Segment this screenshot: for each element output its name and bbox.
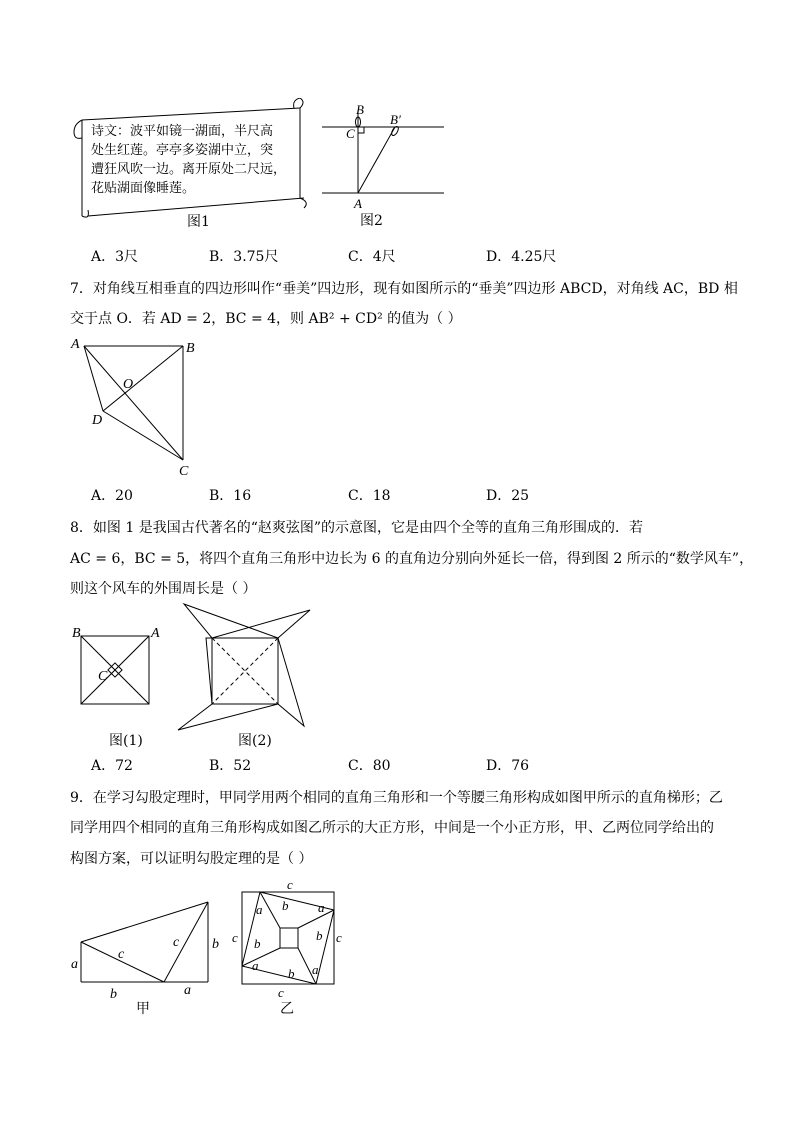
side-c: c: [287, 877, 293, 892]
side-c: c: [173, 935, 180, 950]
side-c: c: [232, 930, 238, 945]
option-d: D．4.25尺: [486, 249, 557, 265]
side-a: a: [71, 957, 78, 972]
q8-text-line: 8．如图 1 是我国古代著名的“赵爽弦图”的示意图，它是由四个全等的直角三角形围成的．若: [70, 520, 644, 536]
side-a: a: [312, 962, 319, 977]
poem-line: 诗文：波平如镜一湖面，半尺高: [91, 124, 274, 139]
label-B-prime: B′: [390, 112, 401, 127]
label-B: B: [186, 341, 195, 356]
side-a: a: [252, 958, 259, 973]
side-a: a: [318, 900, 325, 915]
side-a: a: [256, 902, 263, 917]
option-b: B．52: [209, 758, 252, 774]
option-d: D．76: [486, 758, 530, 774]
side-b: b: [288, 966, 295, 981]
fig2-caption: 图(2): [238, 733, 272, 749]
option-a: A．3尺: [91, 249, 139, 265]
q8-text-line: 则这个风车的外围周长是（ ）: [70, 581, 257, 597]
q6-figure-2: [318, 100, 448, 212]
windmill-figure: [176, 602, 316, 732]
side-b: b: [316, 928, 323, 943]
side-b: b: [254, 936, 261, 951]
poem-line: 遭狂风吹一边。离开原处二尺远，: [91, 162, 287, 177]
option-b: B．16: [209, 488, 252, 504]
option-a: A．20: [91, 488, 133, 504]
side-c: c: [336, 930, 342, 945]
label-C: C: [98, 669, 108, 684]
option-c: C．80: [348, 758, 391, 774]
q7-text-line: 交于点 O．若 AD = 2，BC = 4，则 AB² + CD² 的值为（ ）: [70, 311, 462, 327]
q7-text-line: 7．对角线互相垂直的四边形叫作“垂美”四边形，现有如图所示的“垂美”四边形 ABCD，对角线 AC，BD 相: [70, 281, 738, 297]
side-b: b: [212, 937, 219, 952]
option-c: C．18: [348, 488, 391, 504]
side-b: b: [282, 898, 289, 913]
trapezoid-figure: [66, 896, 226, 1004]
side-c: c: [278, 985, 284, 1000]
q9-text-line: 同学用四个相同的直角三角形构成如图乙所示的大正方形，中间是一个小正方形，甲、乙两位同学给出的: [70, 820, 714, 836]
side-c: c: [118, 947, 125, 962]
side-b: b: [110, 987, 117, 1002]
q7-figure: [66, 336, 206, 478]
option-b: B．3.75尺: [209, 249, 279, 265]
label-B: B: [356, 102, 364, 117]
label-C: C: [179, 464, 189, 478]
label-D: D: [92, 413, 103, 428]
zhao-shuang-figure: [68, 622, 168, 712]
label-A: A: [71, 337, 80, 352]
jia-caption: 甲: [136, 1001, 150, 1017]
q8-text-line: AC = 6，BC = 5，将四个直角三角形中边长为 6 的直角边分别向外延长一倍，得到图 2 所示的“数学风车”，: [70, 551, 754, 567]
q9-text-line: 9．在学习勾股定理时，甲同学用两个相同的直角三角形和一个等腰三角形构成如图甲所示的直角梯形；乙: [70, 790, 723, 806]
square-figure: [230, 876, 350, 1000]
poem-line: 花贴湖面像睡莲。: [91, 181, 196, 196]
label-A: A: [151, 626, 160, 641]
label-C: C: [346, 126, 355, 141]
fig2-caption: 图2: [360, 213, 383, 229]
label-B: B: [72, 626, 81, 641]
poem-line: 处生红莲。亭亭多姿湖中立，突: [91, 143, 274, 158]
side-a: a: [184, 983, 191, 998]
option-c: C．4尺: [348, 249, 396, 265]
fig1-caption: 图(1): [109, 733, 143, 749]
label-O: O: [123, 377, 134, 392]
label-A: A: [354, 196, 362, 211]
option-d: D．25: [486, 488, 530, 504]
option-a: A．72: [91, 758, 133, 774]
yi-caption: 乙: [280, 1001, 294, 1017]
q9-text-line: 构图方案，可以证明勾股定理的是（ ）: [70, 851, 313, 867]
fig1-caption: 图1: [187, 214, 210, 230]
